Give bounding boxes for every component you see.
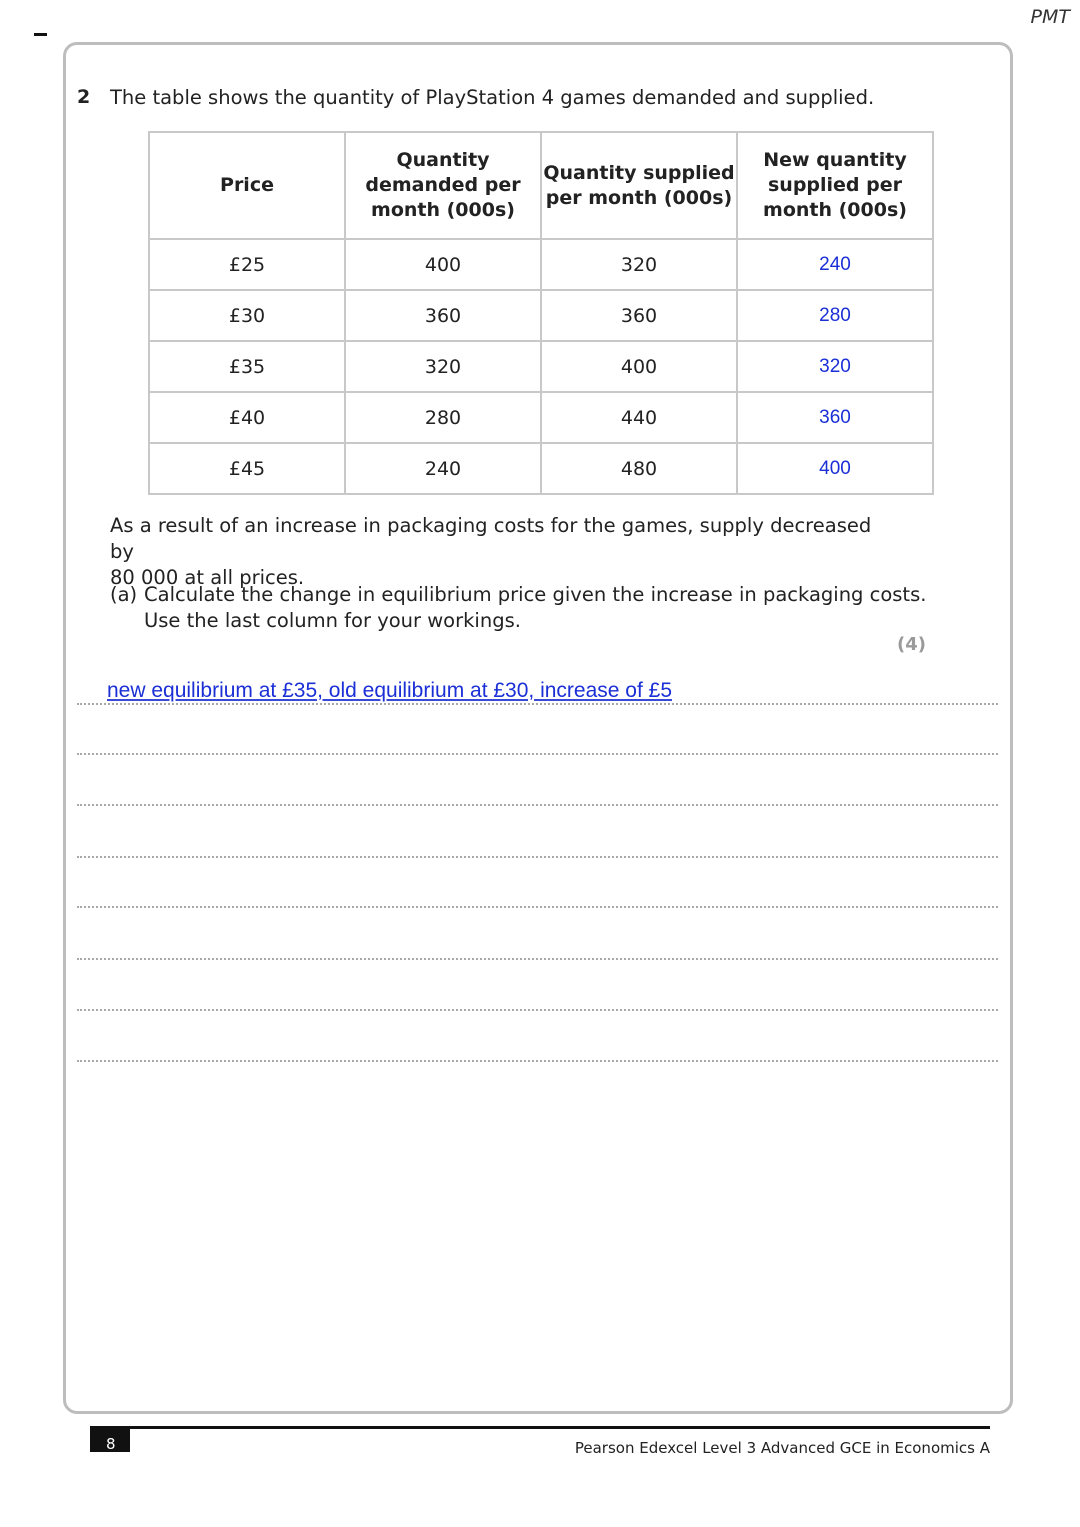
cell-price: £45 — [149, 443, 345, 494]
cell-new-supplied: 280 — [737, 290, 933, 341]
header-quantity-demanded: Quantity demanded per month (000s) — [345, 132, 541, 239]
cell-supplied: 480 — [541, 443, 737, 494]
cell-demanded: 320 — [345, 341, 541, 392]
context-line-1: As a result of an increase in packaging costs for the games, supply decreased by — [110, 514, 872, 563]
cell-new-supplied: 320 — [737, 341, 933, 392]
cell-new-supplied: 360 — [737, 392, 933, 443]
table-row — [149, 392, 933, 443]
answer-line[interactable] — [77, 753, 998, 755]
cell-demanded: 360 — [345, 290, 541, 341]
question-intro: The table shows the quantity of PlayStation 4 games demanded and supplied. — [110, 86, 875, 109]
part-a-line-1: Calculate the change in equilibrium price given the increase in packaging costs. — [144, 583, 927, 606]
supply-demand-table — [148, 131, 934, 495]
cell-price: £30 — [149, 290, 345, 341]
answer-line[interactable] — [77, 1060, 998, 1062]
header-price: Price — [149, 132, 345, 239]
table-row — [149, 341, 933, 392]
cell-supplied: 400 — [541, 341, 737, 392]
table-row — [149, 290, 933, 341]
page-number-box — [90, 1426, 130, 1452]
context-paragraph — [110, 513, 890, 591]
cell-price: £25 — [149, 239, 345, 290]
part-a-question — [110, 582, 926, 634]
cell-demanded: 240 — [345, 443, 541, 494]
cell-supplied: 440 — [541, 392, 737, 443]
handwritten-answer: new equilibrium at £35, old equilibrium at £30, increase of £5 — [107, 679, 673, 702]
answer-line[interactable] — [77, 804, 998, 806]
answer-line[interactable] — [77, 1009, 998, 1011]
question-number: 2 — [77, 86, 91, 108]
answer-line[interactable] — [77, 856, 998, 858]
answer-line[interactable] — [77, 906, 998, 908]
footer-title: Pearson Edexcel Level 3 Advanced GCE in Economics A — [574, 1439, 990, 1453]
cell-price: £40 — [149, 392, 345, 443]
cell-price: £35 — [149, 341, 345, 392]
header-quantity-supplied: Quantity supplied per month (000s) — [541, 132, 737, 239]
cell-new-supplied: 240 — [737, 239, 933, 290]
part-a-line-2: Use the last column for your workings. — [144, 609, 521, 632]
context-line-2: 80 000 at all prices. — [110, 566, 305, 589]
cell-new-supplied: 400 — [737, 443, 933, 494]
cell-supplied: 320 — [541, 239, 737, 290]
footer-title-wrap — [560, 1426, 990, 1453]
cell-demanded: 280 — [345, 392, 541, 443]
table-header-row — [149, 132, 933, 239]
page-number: 8 — [106, 1435, 116, 1452]
marks-label: (4) — [897, 634, 926, 655]
cell-demanded: 400 — [345, 239, 541, 290]
header-new-quantity-supplied: New quantity supplied per month (000s) — [737, 132, 933, 239]
pmt-watermark: PMT — [1030, 6, 1070, 28]
cell-supplied: 360 — [541, 290, 737, 341]
answer-line[interactable] — [77, 958, 998, 960]
table-row — [149, 239, 933, 290]
corner-mark — [34, 33, 47, 36]
table-row — [149, 443, 933, 494]
answer-line[interactable] — [77, 703, 998, 705]
part-a-label: (a) — [110, 583, 138, 606]
